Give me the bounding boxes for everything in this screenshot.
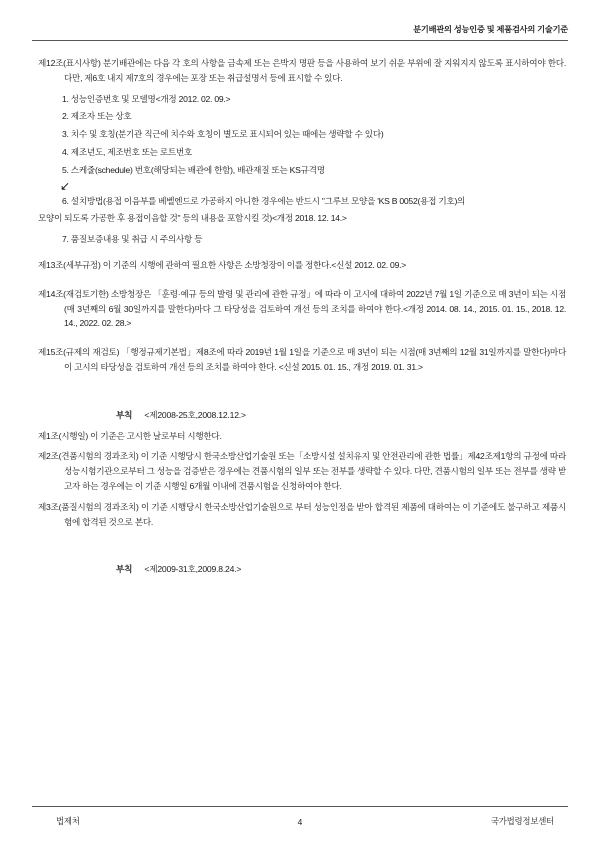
addendum-1-article-3: 제3조(품질시험의 경과조치) 이 기준 시행당시 한국소방산업기술원으로 부터 성능인정을 받아 합격된 제품에 대하여는 이 기준에도 불구하고 제품시험에 합격된 것으로 본다. (38, 501, 566, 527)
page-header: 분기배관의 성능인증 및 제품검사의 기술기준 (413, 25, 568, 34)
footer-left: 법제처 (56, 816, 80, 826)
list-item-6-continued: 모양이 되도록 가공한 후 용접이음할 것" 등의 내용을 포함시킬 것)<개정 2018. 12. 14.> (38, 213, 347, 224)
addendum-1-heading (38, 409, 566, 421)
document-content (38, 56, 566, 789)
list-item: 1. 성능인증번호 및 모델명<개정 2012. 02. 09.> (62, 93, 231, 104)
header-divider (32, 40, 568, 41)
list-item-6: 6. 설치방법(용접 이음부를 베벨엔드로 가공하지 아니한 경우에는 반드시 "그루브 모양을 'KS B 0052(용접 기호)의 (62, 195, 466, 206)
addendum-2-date: <제2009-31호,2009.8.24.> (144, 564, 242, 575)
list-item-7: 7. 품질보증내용 및 취급 시 주의사항 등 (62, 234, 203, 245)
page-number: 4 (297, 817, 303, 827)
article-13: 제13조(세부규정) 이 기준의 시행에 관하여 필요한 사항은 소방청장이 이를 정한다.<신설 2012. 02. 09.> (38, 260, 407, 270)
addendum-1-article-2: 제2조(견품시험의 경과조치) 이 기준 시행당시 한국소방산업기술원 또는「소방시설 설치유지 및 안전관리에 관한 법률」제42조제1항의 규정에 따라 성능시험기관으로부터 그 성능을 검증받은 경우에는 견품시험의 일부 또는 전부를 생략할 수 있다. 다만, 견품시험의 일부 또는 전부를 생략 받고자 하는 경우에는 이 기준 시행일 6개월 이내에 견품시험을 신청하여야 한다. (38, 451, 566, 492)
list-item: 3. 치수 및 호칭(분기관 직근에 치수와 호칭이 별도로 표시되어 있는 때에는 생략할 수 있다) (62, 129, 384, 140)
footer-divider (32, 806, 568, 807)
article-14: 제14조(재검토기한) 소방청장은 「훈령·예규 등의 발령 및 관리에 관한 규정」에 따라 이 고시에 대하여 2022년 7월 1일 기준으로 매 3년이 되는 시점(매 3년째의 6월 30일까지를 말한다)마다 그 타당성을 검토하여 개선 등의 조치를 하여야 한다.<개정 2014. 08. 14., 2015. 01. 15., 2018. 12. 14., 2022. 02. 28.> (38, 288, 566, 329)
addendum-1-article-1: 제1조(시행일) 이 기준은 고시한 날로부터 시행한다. (38, 430, 222, 441)
checkmark-icon: ↙ (60, 179, 71, 194)
list-item: 4. 제조년도, 제조번호 또는 로트번호 (62, 146, 193, 157)
article-15: 제15조(규제의 재검토) 「행정규제기본법」제8조에 따라 2019년 1월 1일을 기준으로 매 3년이 되는 시점(매 3년째의 12월 31일까지를 말한다)마다 이 고시의 타당성을 검토하여 개선 등의 조치를 하여야 한다. <신설 2015. 01. 15., 개정 2019. 01. 31.> (38, 347, 566, 372)
list-item: 5. 스케줄(schedule) 번호(해당되는 배관에 한함), 배관재질 또는 KS규격명 (62, 164, 325, 175)
addendum-2-label: 부칙 (116, 564, 133, 575)
addendum-1-label: 부칙 (116, 409, 133, 420)
addendum-1-date: <제2008-25호,2008.12.12.> (144, 409, 246, 420)
footer-right: 국가법령정보센터 (490, 816, 554, 826)
article-12: 제12조(표시사항) 분기배관에는 다음 각 호의 사항을 금속제 또는 은박지 명판 등을 사용하여 보기 쉬운 부위에 잘 지워지지 않도록 표시하여야 한다. 다만, 제6호 내지 제7호의 경우에는 포장 또는 취급설명서 등에 표시할 수 있다. (38, 58, 566, 83)
addendum-2-heading (38, 563, 566, 575)
list-item: 2. 제조자 또는 상호 (62, 111, 132, 122)
